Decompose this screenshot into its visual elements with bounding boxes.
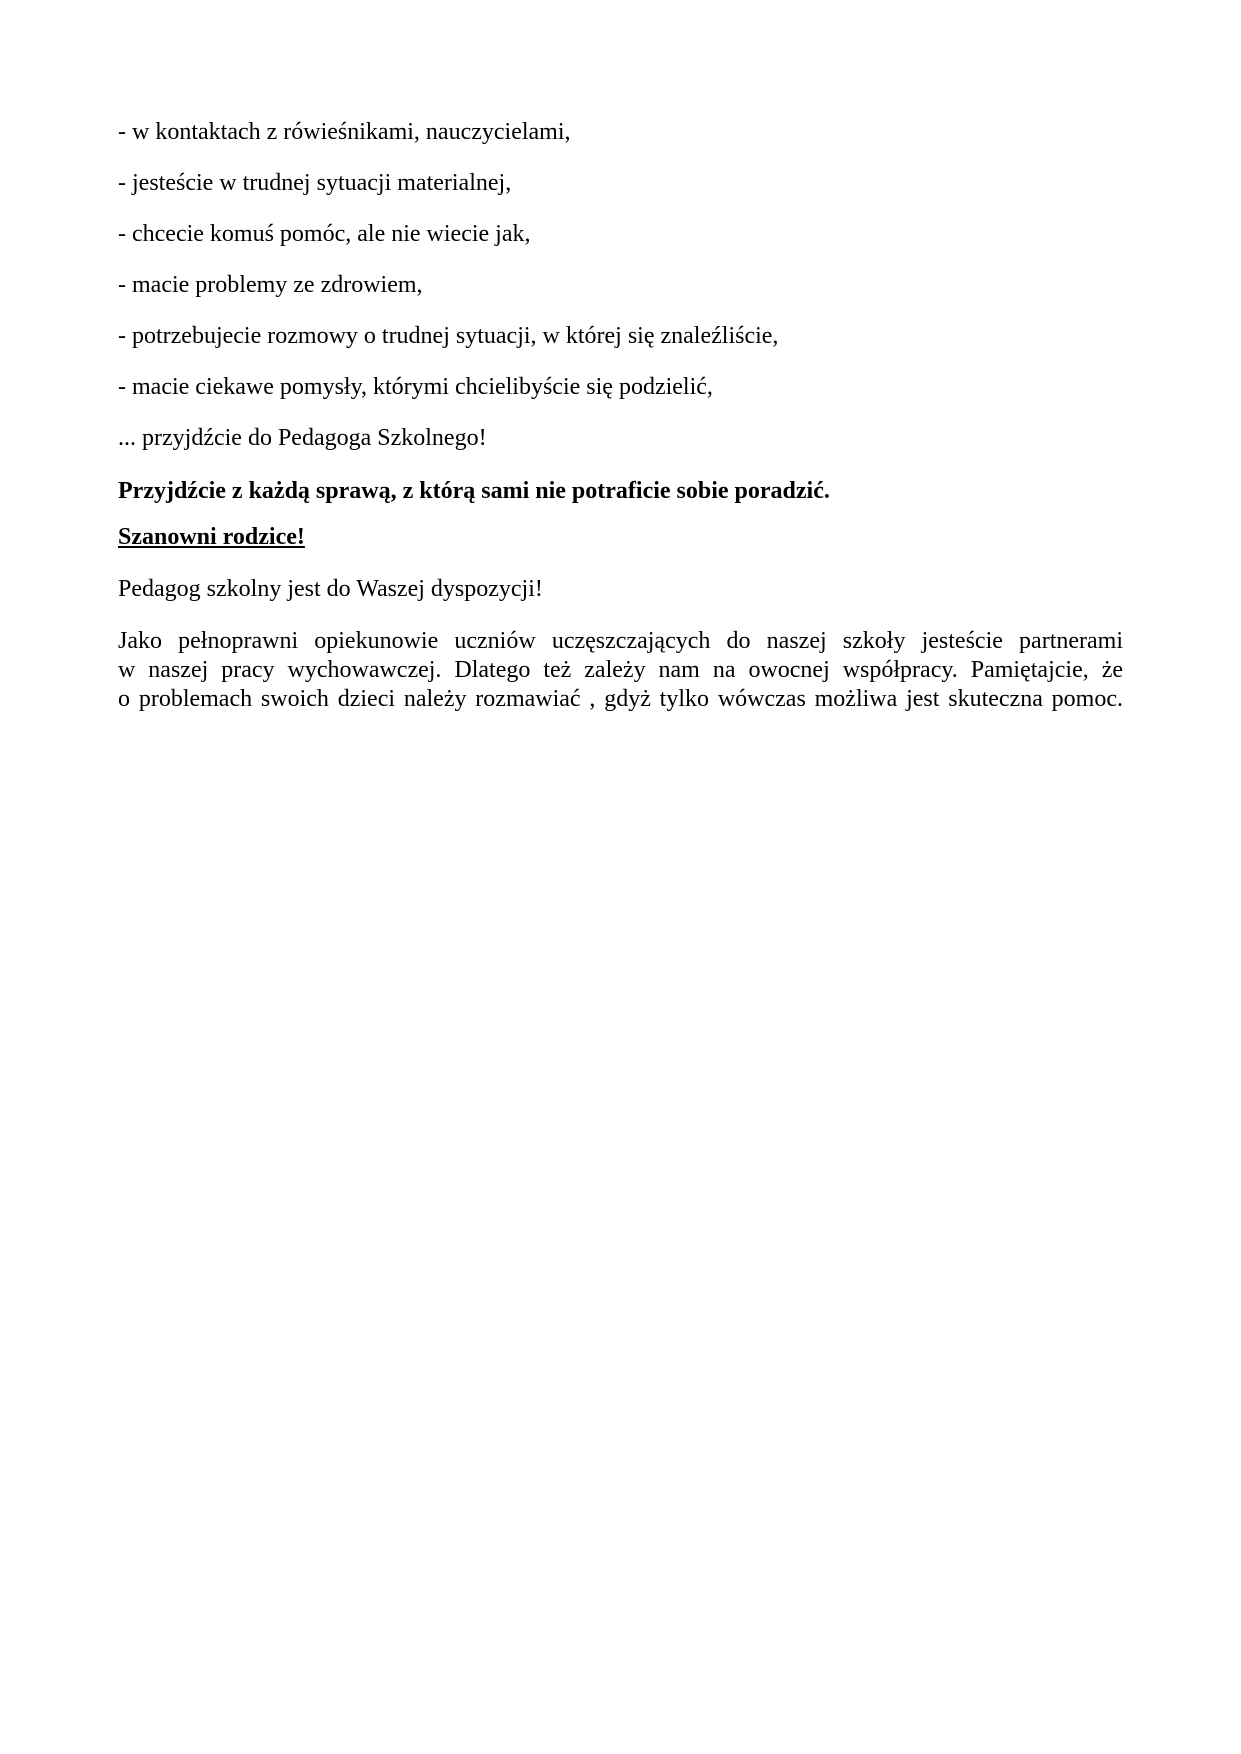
list-item: - w kontaktach z rówieśnikami, nauczycielami, <box>118 119 571 145</box>
list-item: - macie ciekawe pomysły, którymi chcielibyście się podzielić, <box>118 374 713 400</box>
list-item: - potrzebujecie rozmowy o trudnej sytuacji, w której się znaleźliście, <box>118 323 779 349</box>
parents-intro: Pedagog szkolny jest do Waszej dyspozycji! <box>118 576 543 602</box>
paragraph-line: Jako pełnoprawni opiekunowie uczniów uczęszczających do naszej szkoły jesteście partnerami <box>118 628 1123 654</box>
list-item: - jesteście w trudnej sytuacji materialnej, <box>118 170 512 196</box>
paragraph-line: o problemach swoich dzieci należy rozmawiać , gdyż tylko wówczas możliwa jest skuteczna pomoc. <box>118 686 1123 712</box>
bold-statement: Przyjdźcie z każdą sprawą, z którą sami nie potraficie sobie poradzić. <box>118 478 830 504</box>
list-item: - macie problemy ze zdrowiem, <box>118 272 423 298</box>
document-content <box>118 118 1123 714</box>
parents-paragraph <box>118 627 1123 714</box>
parents-heading: Szanowni rodzice! <box>118 524 305 550</box>
paragraph-line: w naszej pracy wychowawczej. Dlatego też zależy nam na owocnej współpracy. Pamiętajcie, że <box>118 657 1123 683</box>
list-item: - chcecie komuś pomóc, ale nie wiecie jak, <box>118 221 531 247</box>
closing-line: ... przyjdźcie do Pedagoga Szkolnego! <box>118 425 487 451</box>
